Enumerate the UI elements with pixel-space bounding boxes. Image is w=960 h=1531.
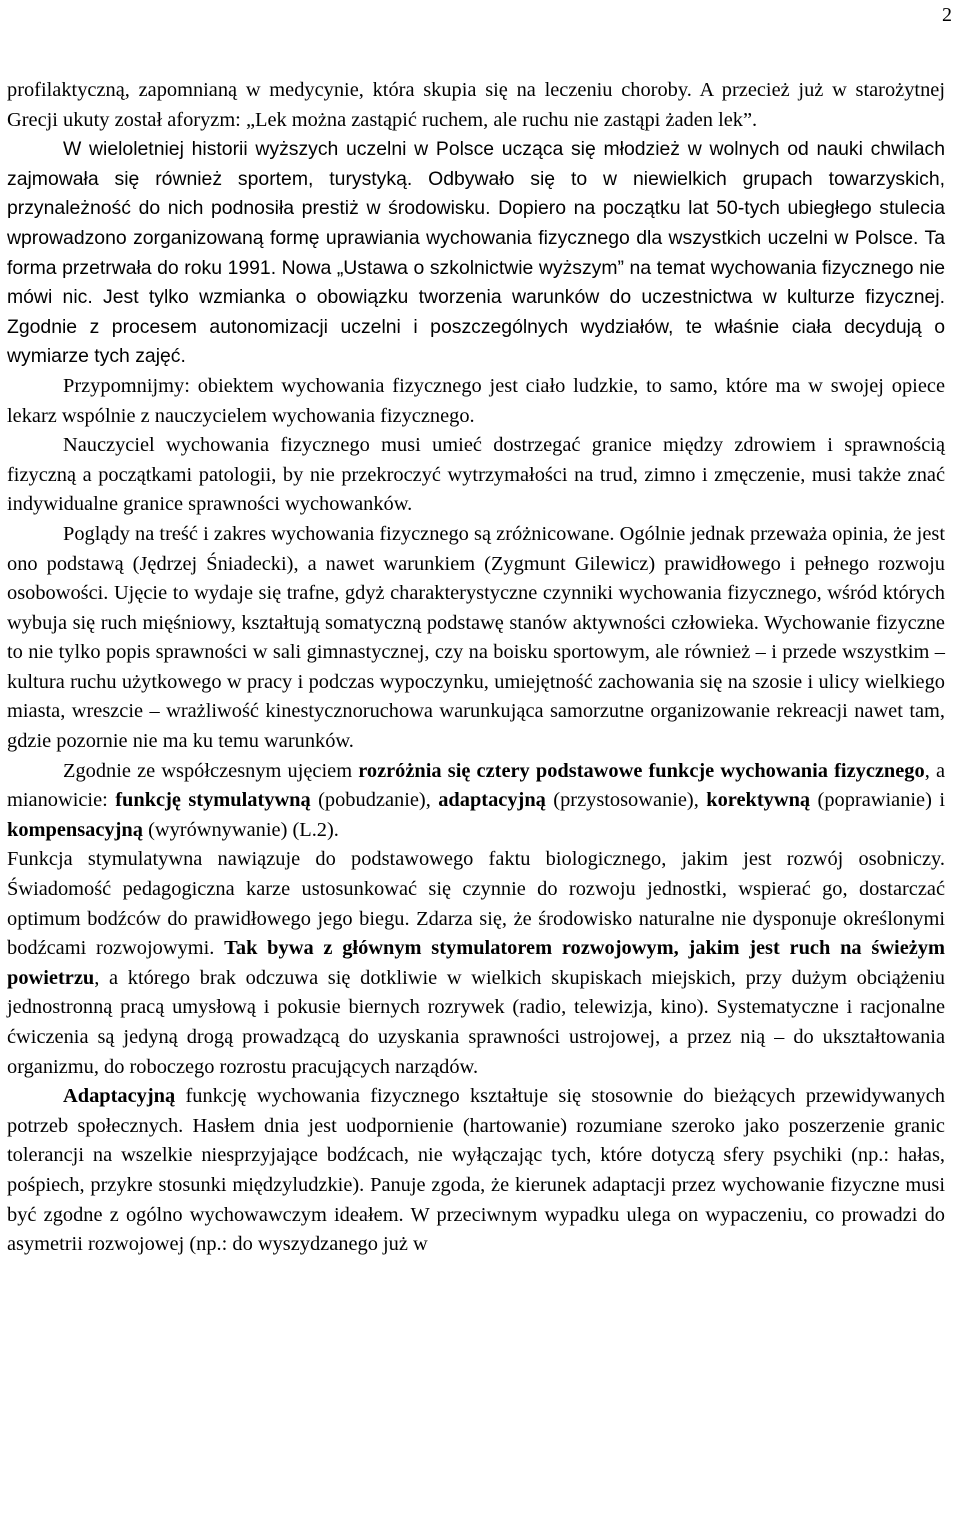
bold-text-run: korektywną xyxy=(706,789,811,812)
paragraph-functions xyxy=(7,757,945,846)
text-run: Zgodnie ze współczesnym ujęciem xyxy=(63,759,359,782)
text-run: (wyrównywanie) (L.2). xyxy=(142,818,339,841)
text-run: funkcję wychowania fizycznego kształtuje się stosownie do bieżących przewidywanych potrzeb społecznych. Hasłem dnia jest uodpornienie (hartowanie) rozumiane szeroko jako poszerzenie granic tolerancji na wszelkie niesprzyjające bodźcach, nie wyłączając tych, które dotyczą sfery psychiki (np.: hałas, pośpiech, przykre stosunki międzyludzkie). Panuje zgoda, że kierunek adaptacji przez wychowanie fizyczne musi być zgodne z ogólno wychowawczym ideałem. W przeciwnym wypadku ulega on wypaczeniu, co prowadzi do asymetrii rozwojowej (np.: do wyszydzanego już w xyxy=(7,1085,945,1256)
paragraph xyxy=(7,76,945,135)
text-run: (poprawianie) i xyxy=(810,789,945,812)
bold-text-run: Adaptacyjną xyxy=(63,1085,176,1108)
paragraph xyxy=(7,520,945,757)
paragraph-stimulative xyxy=(7,845,945,1082)
text-run: Nauczyciel wychowania fizycznego musi umieć dostrzegać granice między zdrowiem i sprawnością fizyczną a początkami patologii, by nie przekroczyć wytrzymałości na trud, zimno i zmęczenie, musi także znać indywidualne granice sprawności wychowanków. xyxy=(7,434,945,516)
text-run: Przypomnijmy: obiektem wychowania fizycznego jest ciało ludzkie, to samo, które ma w swojej opiece lekarz wspólnie z nauczycielem wychowania fizycznego. xyxy=(7,374,945,427)
bold-text-run: Tak bywa z głównym stymulatorem rozwojowym, jakim jest ruch na świeżym powietrzu xyxy=(7,937,945,989)
paragraph xyxy=(7,135,945,372)
bold-text-run: funkcję stymulatywną xyxy=(115,789,311,812)
text-run: profilaktyczną, zapomnianą w medycynie, która skupia się na leczeniu choroby. A przecież już w starożytnej Grecji ukuty został aforyzm: „Lek można zastąpić ruchem, ale ruchu nie zastąpi żaden lek”. xyxy=(7,79,945,131)
text-run: Poglądy na treść i zakres wychowania fizycznego są zróżnicowane. Ogólnie jednak przeważa opinia, że jest ono podstawą (Jędrzej Śniadecki), a nawet warunkiem (Zygmunt Gilewicz) prawidłowego i pełnego rozwoju osobowości. Ujęcie to wydaje się trafne, gdyż charakterystyczne czynniki wychowania fizycznego, wśród których wybuja się ruch mięśniowy, kształtują somatyczną podstawę stanów aktywności człowieka. Wychowanie fizyczne to nie tylko popis sprawności w sali gimnastycznej, czy na boisku sportowym, ale również – i przede wszystkim – kultura ruchu użytkowego w pracy i podczas wypoczynku, umiejętność zachowania się na szosie i ulicy wielkiego miasta, wreszcie – wrażliwość kinestycznoruchowa warunkująca samorzutne organizowanie rekreacji nawet tam, gdzie pozornie nie ma ku temu warunków. xyxy=(7,522,945,753)
text-run: W wieloletniej historii wyższych uczelni w Polsce ucząca się młodzież w wolnych od nauki chwilach zajmowała się również sportem, turystyką. Odbywało się to w niewielkich grupach towarzyskich, przynależność do nich podnosiła prestiż w środowisku. Dopiero na początku lat 50-tych ubiegłego stulecia wprowadzono zorganizowaną formę uprawiania wychowania fizycznego dla wszystkich uczelni w Polsce. Ta forma przetrwała do roku 1991. Nowa „Ustawa o szkolnictwie wyższym” na temat wychowania fizycznego nie mówi nic. Jest tylko wzmianka o obowiązku tworzenia warunków do uczestnictwa w kulturze fizycznej. Zgodnie z procesem autonomizacji uczelni i poszczególnych wydziałów, te właśnie ciała decydują o wymiarze tych zajęć. xyxy=(7,138,945,368)
bold-text-run: kompensacyjną xyxy=(7,818,143,841)
bold-text-run: adaptacyjną xyxy=(438,789,546,812)
page-number: 2 xyxy=(942,4,952,26)
document-body xyxy=(7,76,945,1260)
paragraph-adaptive xyxy=(7,1082,945,1260)
paragraph xyxy=(7,372,945,431)
text-run: , a mianowicie: xyxy=(7,759,945,812)
paragraph xyxy=(7,431,945,520)
text-run: (pobudzanie), xyxy=(310,789,439,812)
text-run: (przystosowanie), xyxy=(545,789,707,812)
text-run: Funkcja stymulatywna nawiązuje do podstawowego faktu biologicznego, jakim jest rozwój osobniczy. Świadomość pedagogiczna karze ustosunkować się czynnie do rozwoju jednostki, wspierać go, dostarczać optimum bodźców do prawidłowego jego biegu. Zdarza się, że środowisko naturalne nie dysponuje określonymi bodźcami rozwojowymi. xyxy=(7,848,945,960)
bold-text-run: rozróżnia się cztery podstawowe funkcje wychowania fizycznego xyxy=(358,759,925,782)
text-run: , a którego brak odczuwa się dotkliwie w wielkich skupiskach miejskich, przy dużym obciążeniu jednostronną pracą umysłową i pokusie biernych rozrywek (radio, telewizja, kino). Systematyczne i racjonalne ćwiczenia są jedyną drogą prowadzącą do uzyskania sprawności ustrojowej, a przez nią – do ukształtowania organizmu, do roboczego rozrostu pracujących narządów. xyxy=(7,966,945,1078)
